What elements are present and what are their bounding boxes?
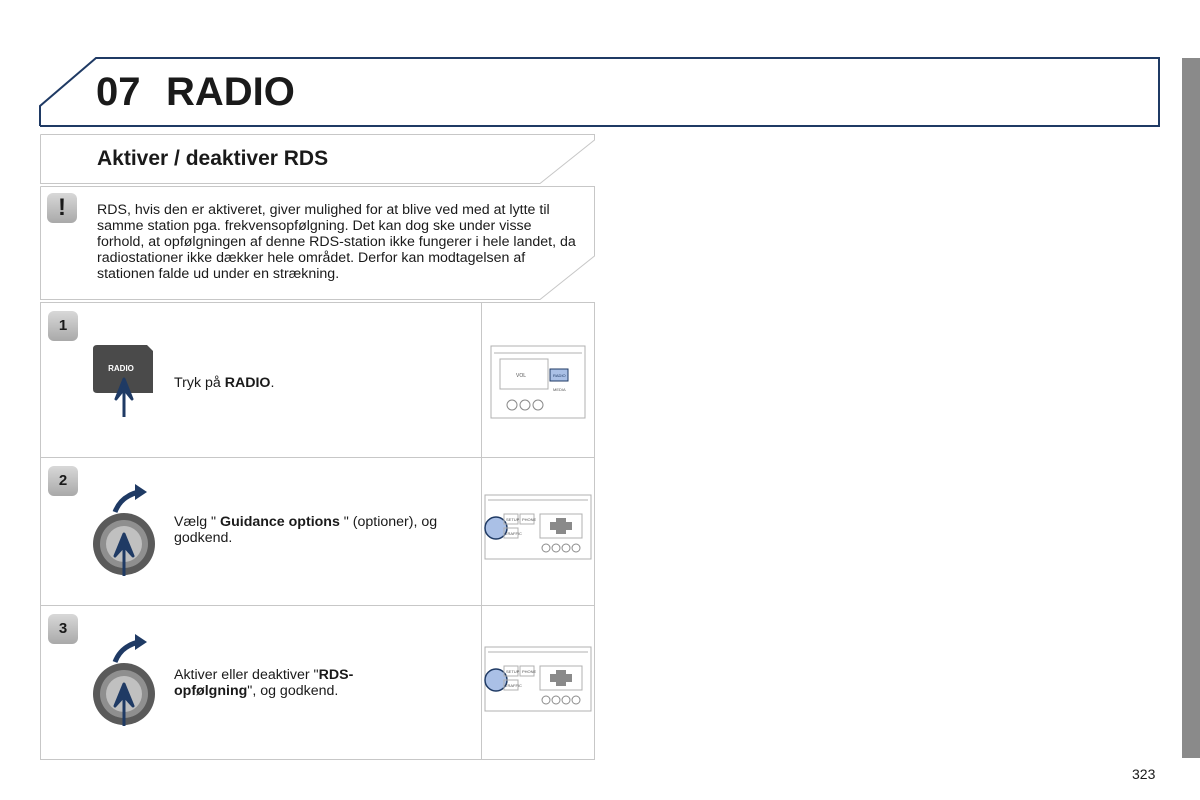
device-panel-knob-thumb — [484, 494, 592, 565]
section-title: Aktiver / deaktiver RDS — [97, 147, 329, 170]
chapter-header — [38, 56, 1162, 128]
step-number-badge: 3 — [48, 614, 78, 644]
rotary-knob-turn-press-icon — [91, 484, 161, 583]
chapter-number: 07 — [96, 70, 141, 114]
step-number-badge: 2 — [48, 466, 78, 496]
step-2 — [40, 458, 595, 606]
step-divider — [481, 458, 482, 605]
section-title-box — [40, 134, 595, 184]
setup-label: SETUP — [506, 517, 520, 522]
step-1-text: Tryk på RADIO. — [174, 375, 275, 391]
step-number-badge: 1 — [48, 311, 78, 341]
step-divider — [481, 606, 482, 759]
device-panel-knob-thumb — [484, 646, 592, 717]
radio-label: RADIO — [553, 373, 566, 378]
radio-button-press-icon — [91, 343, 157, 424]
traffic-label: TRAFFIC — [505, 683, 522, 688]
step-divider — [481, 303, 482, 457]
phone-label: PHONE — [522, 669, 537, 674]
phone-label: PHONE — [522, 517, 537, 522]
step-3 — [40, 606, 595, 760]
media-label: MEDIA — [553, 387, 566, 392]
side-tab-strip — [1182, 58, 1200, 758]
step-3-text: Aktiver eller deaktiver "RDS-opfølgning", og godkend. — [174, 667, 354, 699]
step-1 — [40, 302, 595, 458]
notice-box — [40, 186, 595, 300]
step-2-text: Vælg " Guidance options " (optioner), og godkend. — [174, 514, 438, 546]
traffic-label: TRAFFIC — [505, 531, 522, 536]
device-panel-radio-thumb — [490, 345, 586, 424]
notice-text: RDS, hvis den er aktiveret, giver mulighed for at blive ved med at lytte til samme station pga. frekvensopfølgning. Det kan dog ske under visse forhold, at opfølgningen af denne RDS-station ikke fungerer i hele landet, da radiostationer ikke dækker hele området. Derfor kan modtagelsen af stationen falde ud under en strækning. — [97, 202, 576, 282]
radio-key-label: RADIO — [108, 364, 134, 373]
setup-label: SETUP — [506, 669, 520, 674]
chapter-title: RADIO — [166, 70, 295, 114]
vol-label: VOL — [516, 373, 527, 379]
rotary-knob-turn-press-icon — [91, 634, 161, 733]
exclamation-icon: ! — [47, 193, 77, 223]
page-number: 323 — [1132, 766, 1156, 782]
